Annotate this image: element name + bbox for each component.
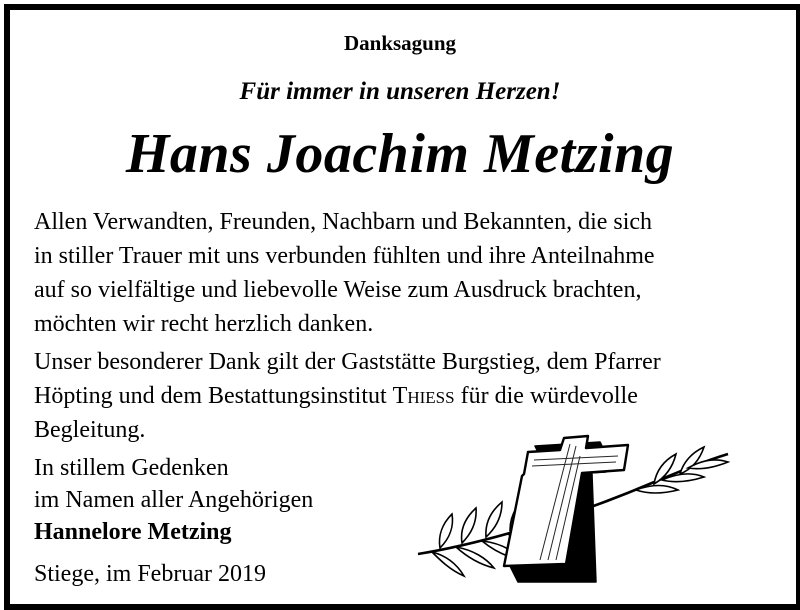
thanks-paragraph-line: auf so vielfältige und liebevolle Weise zum Ausdruck brachten, (34, 277, 642, 303)
special-thanks-line: Begleitung. (34, 417, 146, 443)
special-thanks-text: für die würdevolle (454, 383, 638, 409)
funeral-home-name: Thieß (392, 383, 455, 409)
thanks-paragraph-line: in stiller Trauer mit uns verbunden fühlten und ihre Anteilnahme (34, 243, 655, 269)
signer-name: Hannelore Metzing (34, 519, 232, 545)
signature-line: im Namen aller Angehörigen (34, 487, 314, 513)
special-thanks-line (34, 379, 774, 413)
thanks-paragraph-line: möchten wir recht herzlich danken. (34, 311, 374, 337)
thanks-paragraph (34, 205, 774, 341)
thanks-paragraph-line: Allen Verwandten, Freunden, Nachbarn und Bekannten, die sich (34, 209, 653, 235)
special-thanks-line: Unser besonderer Dank gilt der Gaststätte Burgstieg, dem Pfarrer (34, 349, 661, 375)
deceased-name: Hans Joachim Metzing (125, 123, 675, 185)
cross-with-palm-branch-icon (410, 432, 740, 592)
signature-block (34, 452, 313, 548)
motto: Für immer in unseren Herzen! (239, 78, 561, 105)
notice-title: Danksagung (343, 31, 457, 55)
signature-line: In stillem Gedenken (34, 455, 229, 481)
special-thanks-text: Höpting und dem Bestattungsinstitut (34, 383, 393, 409)
place-date: Stiege, im Februar 2019 (34, 561, 266, 587)
